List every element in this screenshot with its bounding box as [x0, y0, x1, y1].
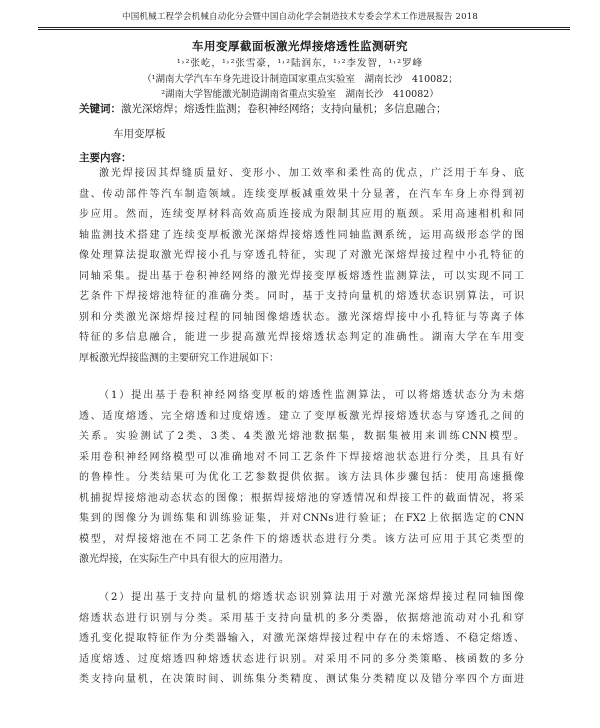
keywords-text: 激光深熔焊；熔透性监测；卷积神经网络；支持向量机；多信息融合；	[121, 103, 447, 115]
paragraph-line: 透孔变化提取特征作为分类器输入，对激光深熔焊接过程中存在的未熔透、不稳定熔透、	[79, 633, 524, 644]
paragraph-line: 激光焊接因其焊缝质量好、变形小、加工效率和柔性高的优点，广泛用于车身、底	[99, 168, 524, 179]
paragraph-line: 熔透状态进行识别与分类。采用基于支持向量机的多分类器，依据熔池流动对小孔和穿	[79, 612, 524, 624]
section-heading: 主要内容：	[79, 152, 132, 164]
paragraph-line: 艺条件下焊接熔池特征的准确分类。同时，基于支持向量机的熔透状态识别算法，可识	[79, 291, 524, 302]
paragraph-line: 采用卷积神经网络模型可以准确地对不同工艺条件下焊接熔池状态进行分类，且具有好	[79, 451, 524, 463]
paragraph-line: 透、适度熔透、完全熔透和过度熔透。建立了变厚板激光焊接熔透状态与穿透孔之间的	[79, 410, 524, 422]
paragraph-line: 步应用。然而，连续变厚材料高效高质连接成为限制其应用的瓶颈。采用高速相机和同	[79, 209, 524, 220]
header-rule-double	[38, 29, 570, 30]
paragraph-line: 机捕捉焊接熔池动态状态的图像；根据焊接熔池的穿透情况和焊接工件的截面情况，将采	[79, 492, 524, 504]
paragraph-line: 像处理算法提取激光焊接小孔与穿透孔特征，实现了对激光深熔焊接过程中小孔特征的	[79, 250, 524, 261]
keywords-continued: 车用变厚板	[113, 128, 166, 140]
header-rule	[38, 27, 570, 28]
paragraph-line: （1）提出基于卷积神经网络变厚板的熔透性监测算法，可以将熔透状态分为未熔	[99, 390, 524, 401]
paragraph-line: （2）提出基于支持向量机的熔透状态识别算法用于对激光深熔焊接过程同轴图像	[99, 592, 524, 603]
paragraph-line: 的鲁棒性。分类结果可为优化工艺参数提供依据。该方法具体步骤包括：使用高速摄像	[79, 472, 524, 483]
keywords-label: 关键词：	[79, 103, 121, 115]
keywords	[79, 101, 447, 116]
paragraph-line: 集到的图像分为训练集和训练验证集，并对CNNs进行验证；在FX2上依据选定的CNN	[79, 513, 524, 524]
paragraph-item-2	[79, 588, 524, 691]
paragraph-line: 同轴采集。提出基于卷积神经网络的激光焊接变厚板熔透性监测算法，可以实现不同工	[79, 270, 524, 282]
paragraph-intro	[79, 164, 524, 369]
paragraph-line: 激光焊接，在实际生产中具有很大的应用潜力。	[79, 554, 289, 565]
paragraph-line: 关系。实验测试了2类、3类、4类激光熔池数据集，数据集被用来训练CNN模型。	[79, 431, 524, 442]
paragraph-line: 适度熔透、过度熔透四种熔透状态进行识别。对采用不同的多分类策略、核函数的多分	[79, 653, 524, 665]
paragraph-line: 厚板激光焊接监测的主要研究工作进展如下：	[79, 352, 279, 364]
paragraph-line: 特征的多信息融合，能进一步提高激光焊接熔透状态判定的准确性。湖南大学在车用变	[79, 332, 524, 343]
paragraph-item-1	[79, 386, 524, 571]
paragraph-line: 盘、传动部件等汽车制造领域。连续变厚板减重效果十分显著，在汽车车身上亦得到初	[79, 188, 524, 200]
paragraph-line: 模型，对焊接熔池在不同工艺条件下的熔透状态进行分类。该方法可应用于其它类型的	[79, 533, 524, 545]
paragraph-line: 类支持向量机，在决策时间、训练集分类精度、测试集分类精度以及错分率四个方面进	[79, 674, 524, 685]
affiliation-2: ²湖南大学智能激光制造湖南省重点实验室 湖南长沙 410082）	[161, 89, 439, 100]
affiliation-1: （¹湖南大学汽车车身先进设计制造国家重点实验室 湖南长沙 410082；	[142, 74, 458, 85]
paragraph-line: 别和分类激光深熔焊接过程的同轴图像熔透状态。激光深熔焊接中小孔特征与等离子体	[79, 311, 524, 323]
running-header: 中国机械工程学会机械自动化分会暨中国自动化学会制造技术专委会学术工作进展报告 2018	[122, 12, 478, 22]
author-list: ¹˒²张屹，¹˒²张雪豪，¹˒²陆润东，¹˒²李发智，¹˒²罗峰	[176, 58, 424, 69]
paragraph-line: 轴监测技术搭建了连续变厚板激光深熔焊接熔透性同轴监测系统，运用高级形态学的图	[79, 229, 524, 241]
paper-title: 车用变厚截面板激光焊接熔透性监测研究	[192, 39, 408, 53]
